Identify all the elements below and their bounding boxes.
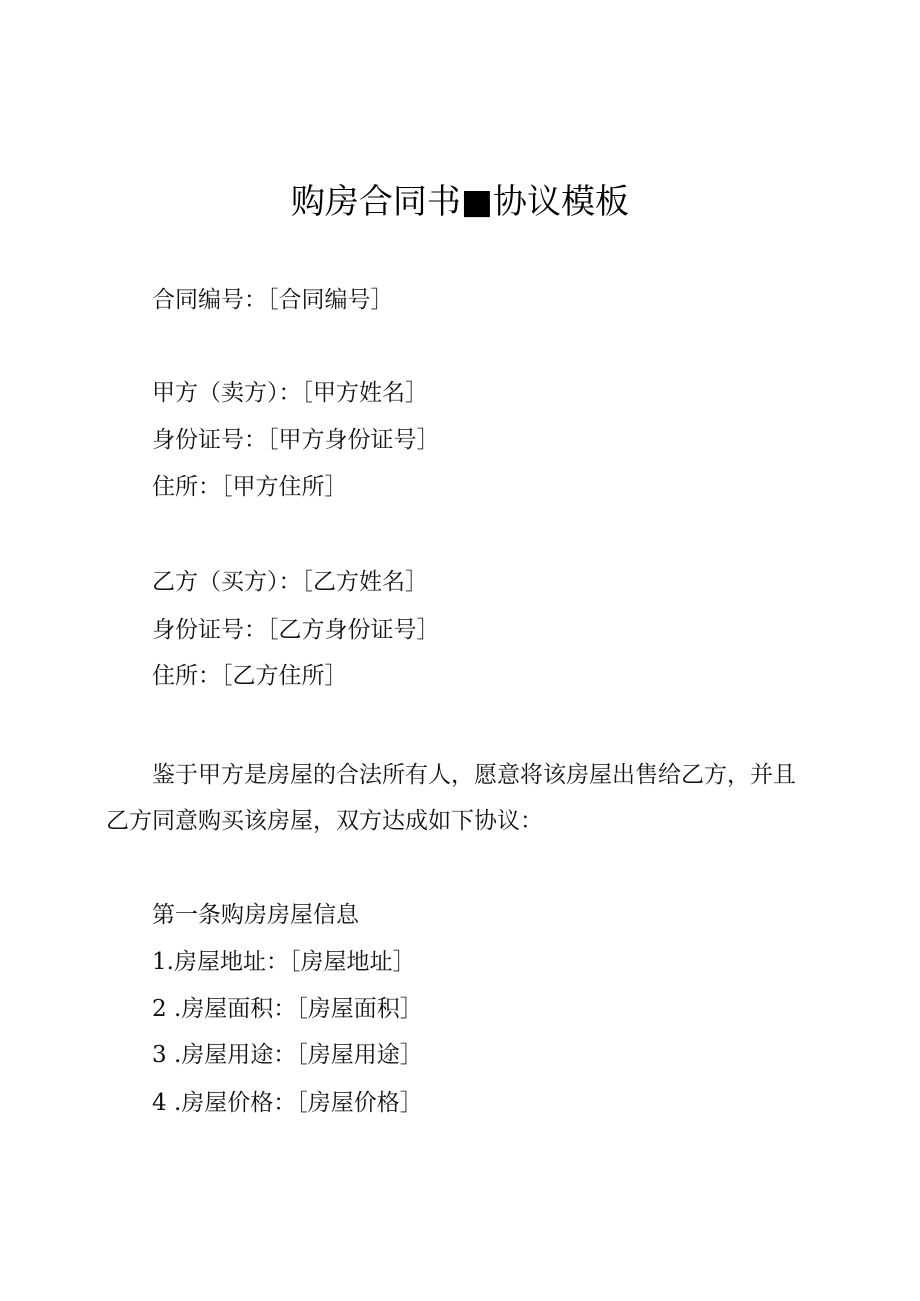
party-a-id-line: 身份证号：［甲方身份证号］ (152, 427, 440, 453)
party-b-address-line: 住所：［乙方住所］ (152, 663, 348, 689)
article-1-item: 2 .房屋面积：［房屋面积］ (152, 996, 423, 1022)
party-a-address-line: 住所：［甲方住所］ (152, 474, 348, 500)
article-1-item: 4 .房屋价格：［房屋价格］ (152, 1090, 423, 1116)
party-b-id-line: 身份证号：［乙方身份证号］ (152, 617, 440, 643)
document-title: 购房合同书■协议模板 (290, 182, 630, 222)
preamble-paragraph (106, 752, 806, 844)
article-1-heading: 第一条购房房屋信息 (152, 902, 359, 928)
preamble-text: 鉴于甲方是房屋的合法所有人，愿意将该房屋出售给乙方，并且乙方同意购买该房屋，双方达成如下协议： (106, 762, 796, 834)
article-1-item: 1.房屋地址：［房屋地址］ (152, 949, 416, 975)
article-1-item: 3 .房屋用途：［房屋用途］ (152, 1042, 423, 1068)
party-a-name-line: 甲方（卖方）：［甲方姓名］ (152, 380, 428, 406)
contract-number-line: 合同编号：［合同编号］ (152, 287, 394, 313)
party-b-name-line: 乙方（买方）：［乙方姓名］ (152, 569, 428, 595)
